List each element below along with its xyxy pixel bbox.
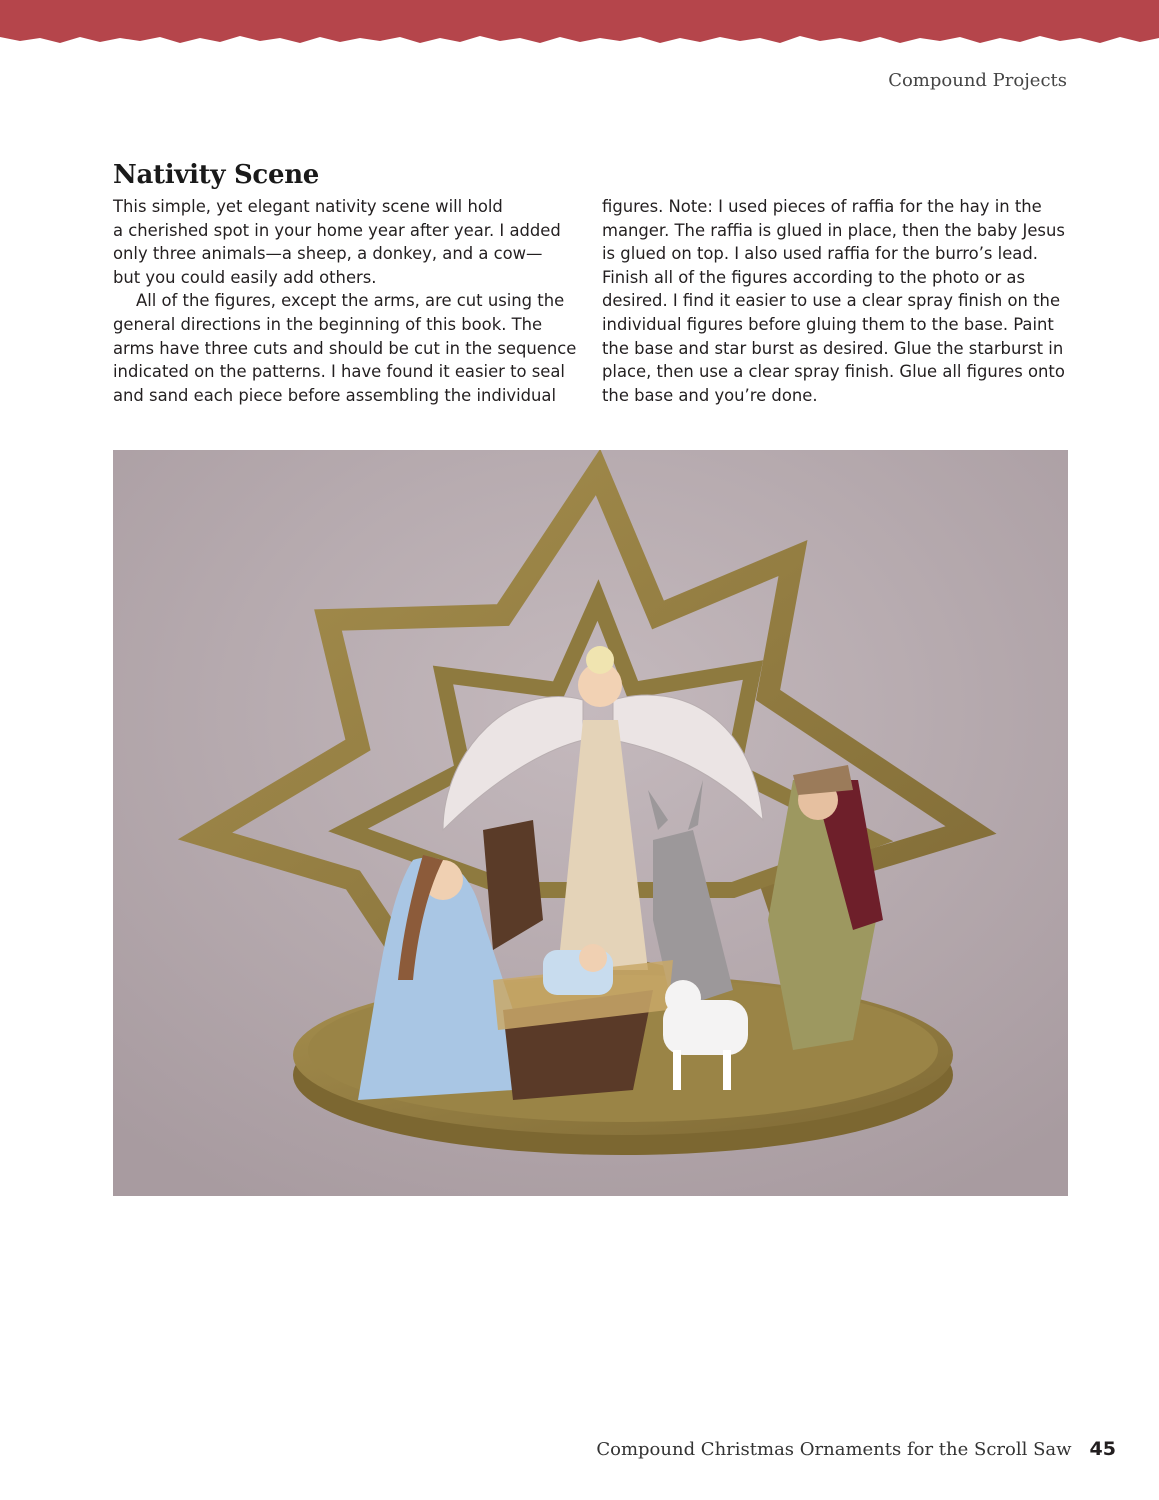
body-text-right-column: [602, 195, 1072, 407]
text-line: All of the figures, except the arms, are cut using the: [136, 291, 565, 311]
text-line: only three animals—a sheep, a donkey, and a cow—: [113, 244, 543, 264]
text-line: arms have three cuts and should be cut in the sequence: [113, 338, 577, 358]
page-footer: [596, 1438, 1116, 1460]
text-line: a cherished spot in your home year after year. I added: [113, 220, 561, 240]
text-line: individual figures before gluing them to the base. Paint: [602, 314, 1054, 334]
text-line: but you could easily add others.: [113, 267, 377, 287]
text-line: place, then use a clear spray finish. Glue all figures onto: [602, 362, 1065, 382]
body-text-left-column: [113, 195, 583, 407]
text-line: figures. Note: I used pieces of raffia for the hay in the: [602, 197, 1042, 216]
text-line: Finish all of the figures according to the photo or as: [602, 267, 1026, 287]
page-number: 45: [1089, 1438, 1116, 1460]
text-line: the base and you’re done.: [602, 385, 818, 405]
top-banner: [0, 0, 1159, 46]
text-line: and sand each piece before assembling the individual: [113, 385, 557, 405]
text-line: This simple, yet elegant nativity scene will hold: [113, 197, 503, 216]
text-line: desired. I find it easier to use a clear spray finish on the: [602, 291, 1061, 311]
text-line: general directions in the beginning of this book. The: [113, 314, 543, 334]
running-head: Compound Projects: [888, 70, 1067, 91]
text-line: is glued on top. I also used raffia for the burro’s lead.: [602, 244, 1038, 264]
text-line: the base and star burst as desired. Glue the starburst in: [602, 338, 1064, 358]
text-line: indicated on the patterns. I have found it easier to seal: [113, 362, 565, 382]
article-title: Nativity Scene: [113, 160, 320, 190]
nativity-scene-photo: [113, 450, 1068, 1196]
text-line: manger. The raffia is glued in place, then the baby Jesus: [602, 220, 1065, 240]
footer-book-title: Compound Christmas Ornaments for the Scroll Saw: [596, 1439, 1072, 1460]
